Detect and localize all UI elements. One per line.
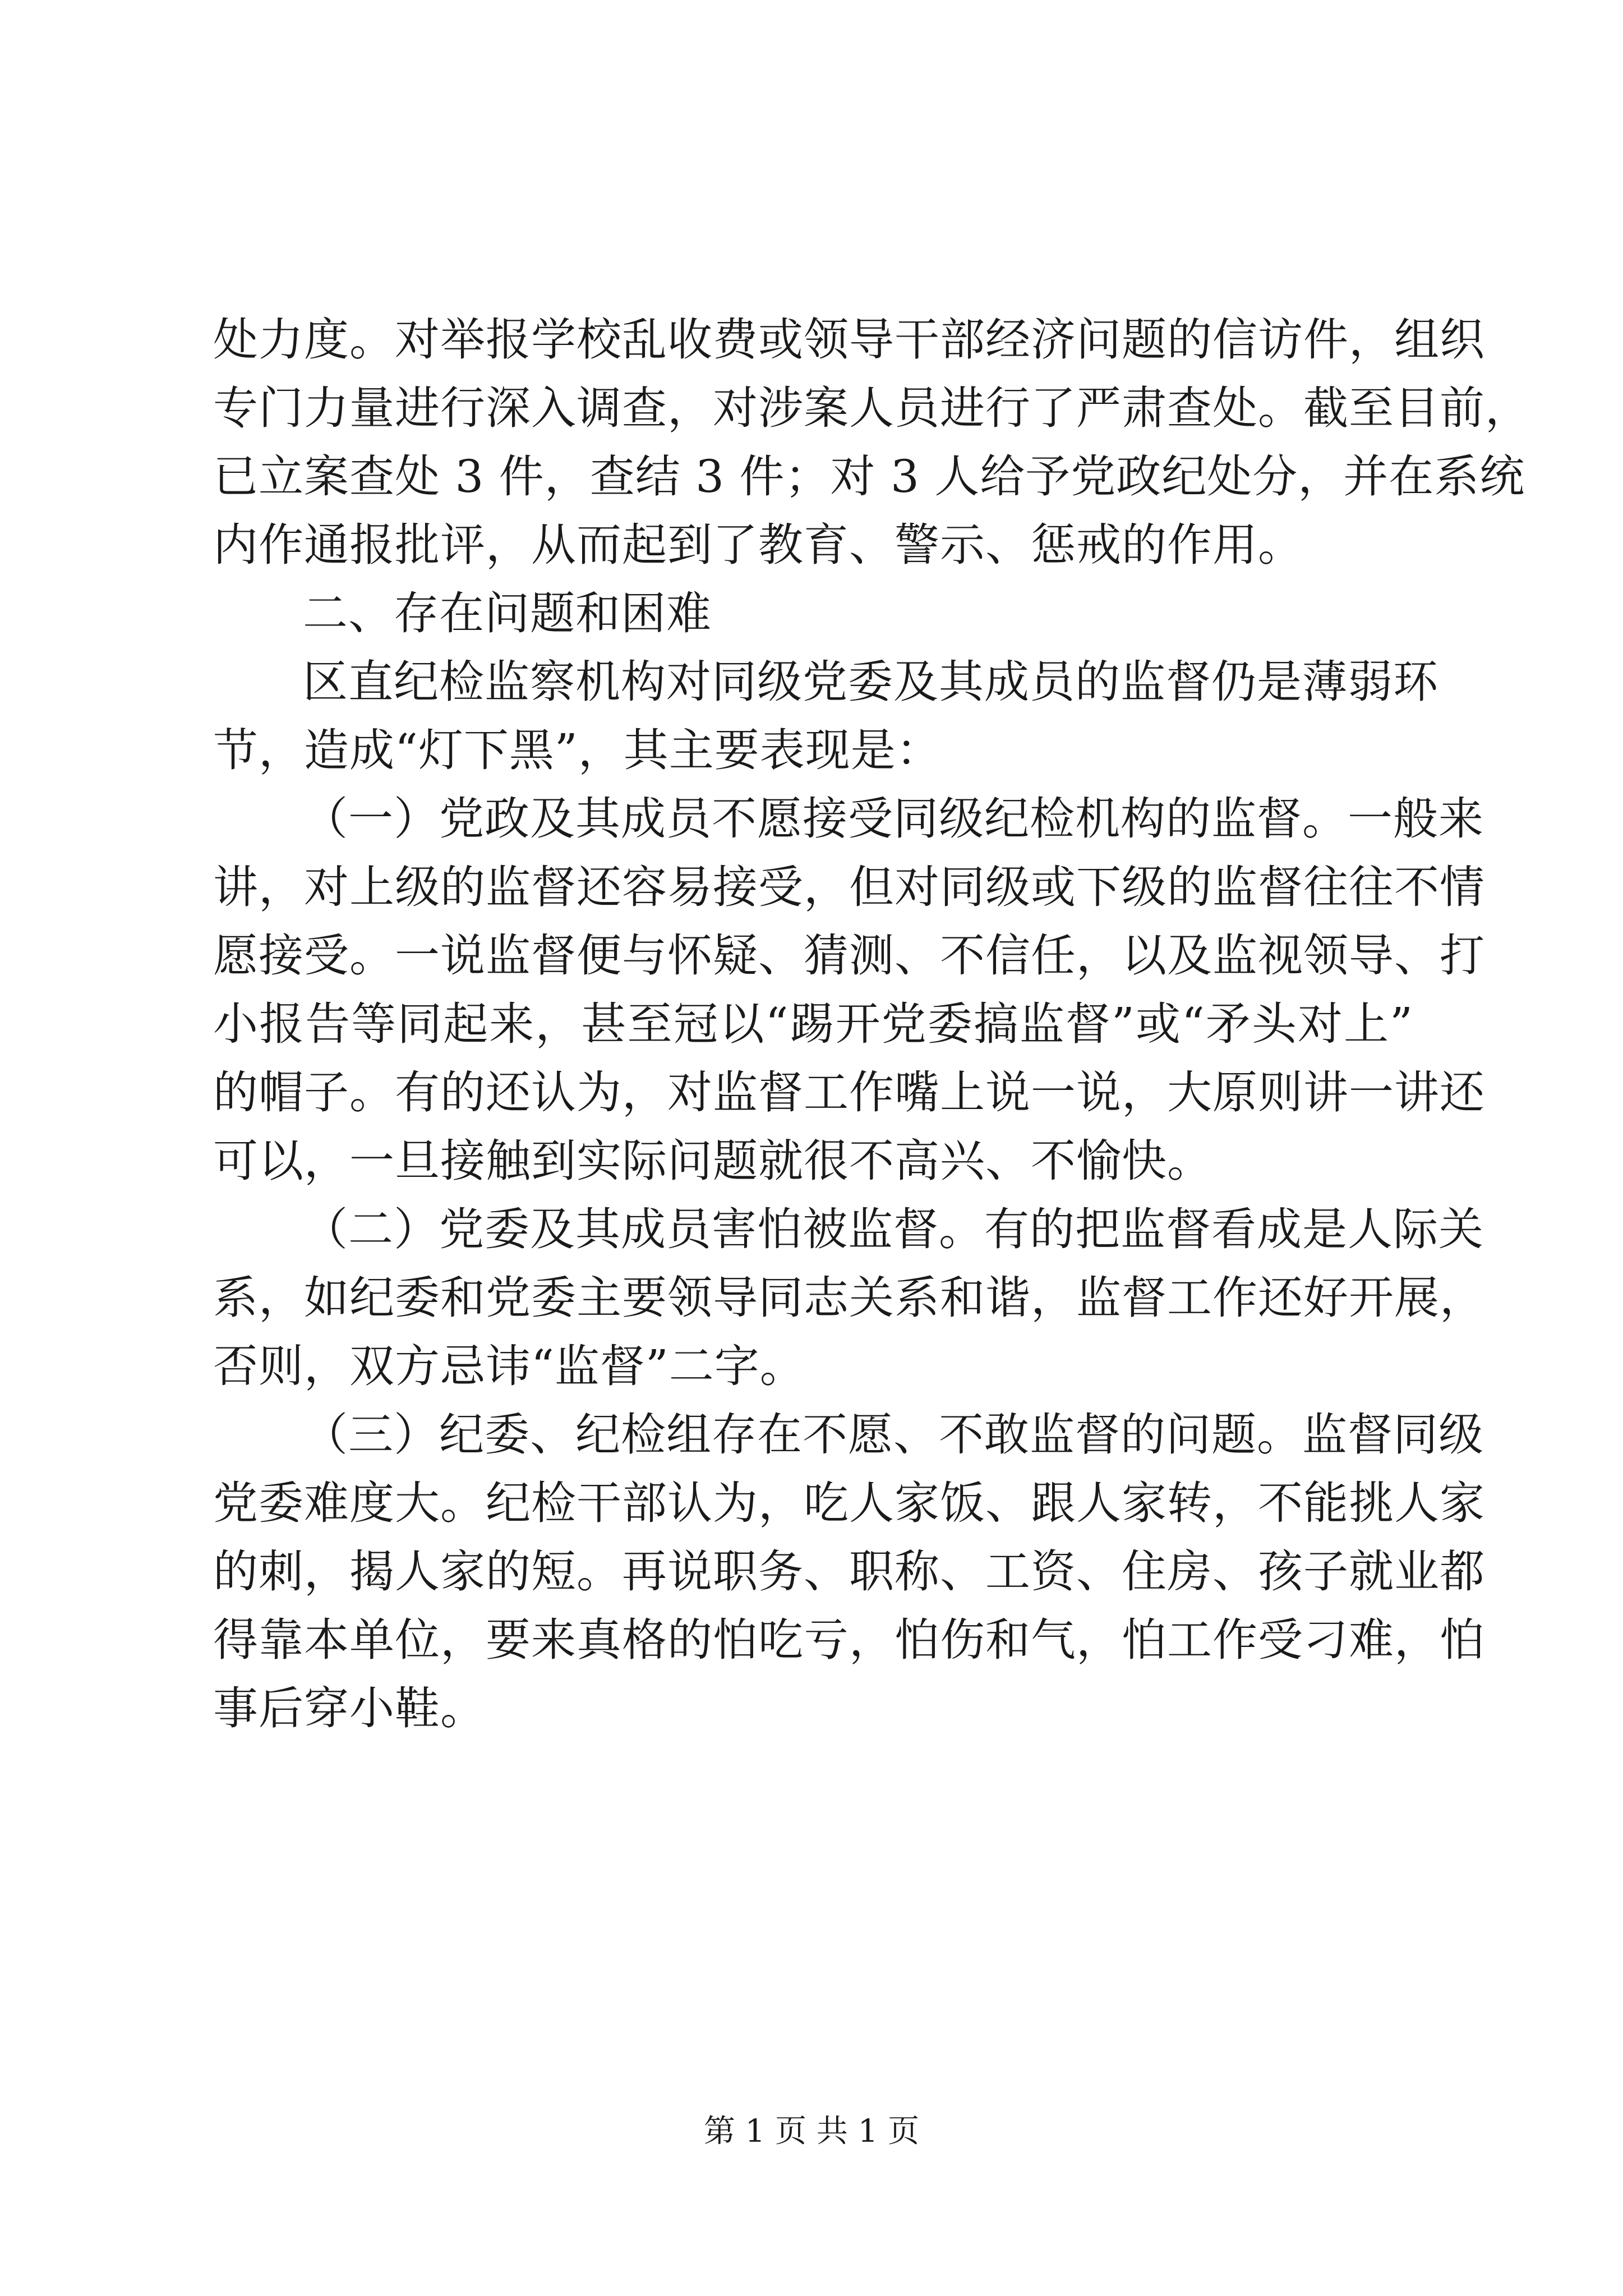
text-line: 可以，一旦接触到实际问题就很不高兴、不愉快。 [213, 1135, 1212, 1187]
text-line: （三）纪委、纪检组存在不愿、不敢监督的问题。监督同级 [303, 1409, 1484, 1461]
text-line: 愿接受。一说监督便与怀疑、猜测、不信任，以及监视领导、打 [213, 930, 1485, 982]
text-line: 否则，双方忌讳“监督”二字。 [213, 1340, 805, 1392]
section-heading: 二、存在问题和困难 [303, 587, 712, 639]
text-line: 讲，对上级的监督还容易接受，但对同级或下级的监督往往不情 [213, 861, 1485, 913]
text-line: 小报告等同起来，甚至冠以“踢开党委搞监督”或“矛头对上” [213, 998, 1413, 1050]
text-line: （二）党委及其成员害怕被监督。有的把监督看成是人际关 [303, 1203, 1484, 1255]
text-line: 处力度。对举报学校乱收费或领导干部经济问题的信访件，组织 [213, 314, 1485, 366]
text-line: 已立案查处 3 件，查结 3 件；对 3 人给予党政纪处分，并在系统 [213, 450, 1525, 503]
document-body [213, 306, 1530, 1743]
text-line: 专门力量进行深入调查，对涉案人员进行了严肃查处。截至目前， [213, 382, 1530, 434]
text-line: （一）党政及其成员不愿接受同级纪检机构的监督。一般来 [303, 793, 1484, 845]
text-line: 节，造成“灯下黑”，其主要表现是： [213, 724, 942, 776]
text-line: 的帽子。有的还认为，对监督工作嘴上说一说，大原则讲一讲还 [213, 1066, 1485, 1119]
text-line: 区直纪检监察机构对同级党委及其成员的监督仍是薄弱环 [303, 656, 1438, 708]
text-line: 党委难度大。纪检干部认为，吃人家饭、跟人家转，不能挑人家 [213, 1477, 1485, 1529]
text-line: 事后穿小鞋。 [213, 1682, 486, 1734]
text-line: 内作通报批评，从而起到了教育、警示、惩戒的作用。 [213, 519, 1303, 571]
page-footer: 第 1 页 共 1 页 [703, 2113, 920, 2150]
text-line: 得靠本单位，要来真格的怕吃亏，怕伤和气，怕工作受刁难，怕 [213, 1614, 1485, 1666]
text-line: 系，如纪委和党委主要领导同志关系和谐，监督工作还好开展， [213, 1272, 1485, 1324]
text-line: 的刺，揭人家的短。再说职务、职称、工资、住房、孩子就业都 [213, 1545, 1485, 1598]
